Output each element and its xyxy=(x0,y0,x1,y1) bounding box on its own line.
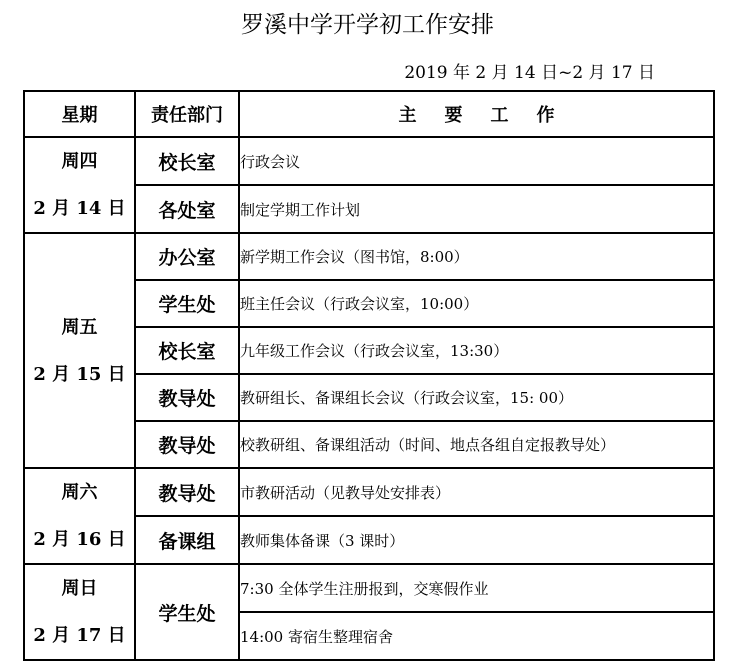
task-cell: 市教研活动（见教导处安排表） xyxy=(239,468,714,516)
task-cell: 校教研组、备课组活动（时间、地点各组自定报教导处） xyxy=(239,421,714,468)
weekday-label: 周六 xyxy=(61,482,98,503)
dept-cell: 备课组 xyxy=(135,516,239,564)
header-work-char: 要 xyxy=(444,105,463,126)
dept-cell: 学生处 xyxy=(135,280,239,327)
dept-cell: 校长室 xyxy=(135,327,239,374)
weekday-label: 周四 xyxy=(61,151,98,172)
dept-cell: 办公室 xyxy=(135,233,239,280)
page-title: 罗溪中学开学初工作安排 xyxy=(241,12,494,38)
dept-cell: 校长室 xyxy=(135,137,239,185)
task-cell: 九年级工作会议（行政会议室，13:30） xyxy=(239,327,714,374)
date-label: 2 月 15 日 xyxy=(33,363,126,385)
task-cell: 新学期工作会议（图书馆，8:00） xyxy=(239,233,714,280)
task-cell: 教研组长、备课组长会议（行政会议室，15: 00） xyxy=(239,374,714,421)
dept-cell: 教导处 xyxy=(135,374,239,421)
dept-cell: 教导处 xyxy=(135,421,239,468)
weekday-label: 周五 xyxy=(61,316,98,338)
task-cell: 制定学期工作计划 xyxy=(239,185,714,233)
header-dept: 责任部门 xyxy=(135,91,239,137)
schedule-table xyxy=(23,90,715,661)
date-label: 2 月 14 日 xyxy=(33,198,126,219)
header-work-char: 主 xyxy=(398,105,417,126)
date-label: 2 月 17 日 xyxy=(33,625,126,646)
task-cell: 行政会议 xyxy=(239,137,714,185)
task-cell: 14:00 寄宿生整理宿舍 xyxy=(239,612,714,660)
day-cell-friday xyxy=(24,233,135,468)
weekday-label: 周日 xyxy=(61,578,98,599)
date-label: 2 月 16 日 xyxy=(33,529,126,550)
day-cell-thursday xyxy=(24,137,135,233)
header-day: 星期 xyxy=(24,91,135,137)
task-cell: 7:30 全体学生注册报到，交寒假作业 xyxy=(239,564,714,612)
dept-cell: 各处室 xyxy=(135,185,239,233)
date-range: 2019 年 2 月 14 日~2 月 17 日 xyxy=(404,63,655,83)
day-cell-sunday xyxy=(24,564,135,660)
header-work-char: 工 xyxy=(490,105,509,126)
table-row xyxy=(24,233,714,280)
header-work-char: 作 xyxy=(536,105,555,126)
header-row xyxy=(24,91,714,137)
table-row xyxy=(24,468,714,516)
task-cell: 班主任会议（行政会议室，10:00） xyxy=(239,280,714,327)
dept-cell: 教导处 xyxy=(135,468,239,516)
header-work xyxy=(239,91,714,137)
day-cell-saturday xyxy=(24,468,135,564)
task-cell: 教师集体备课（3 课时） xyxy=(239,516,714,564)
dept-cell: 学生处 xyxy=(135,564,239,660)
table-row xyxy=(24,564,714,612)
table-row xyxy=(24,137,714,185)
